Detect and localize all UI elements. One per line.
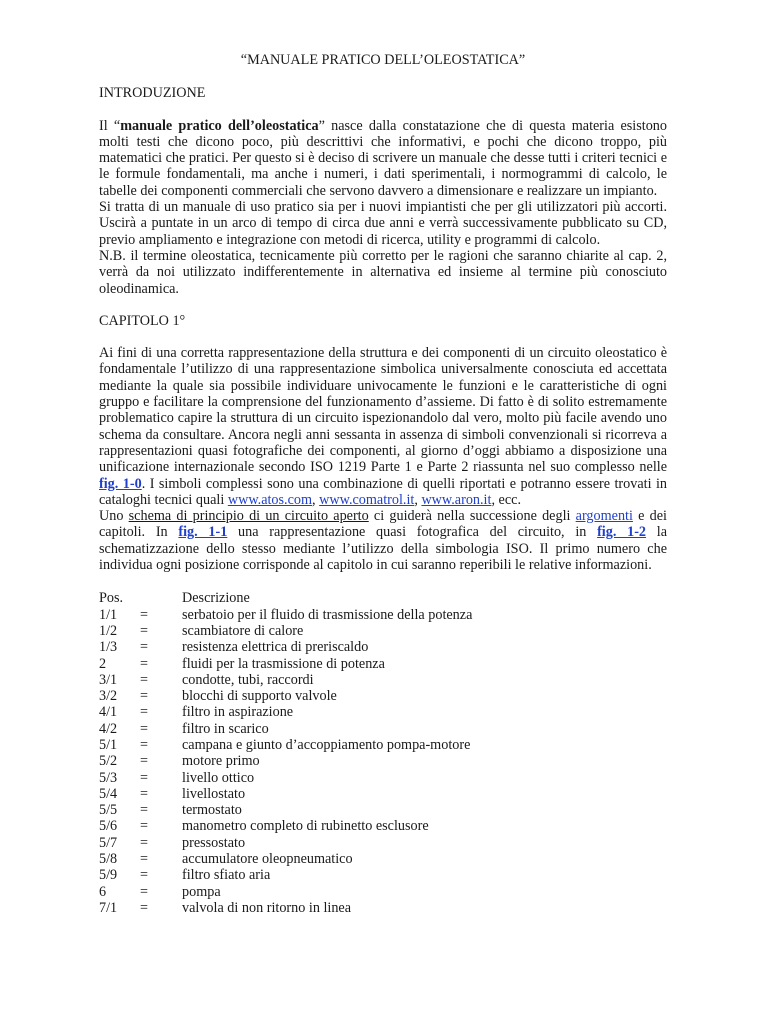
table-row xyxy=(99,688,667,704)
header-pos: Pos. xyxy=(99,590,124,607)
table-row xyxy=(99,867,667,883)
chapter-p2-text-d: una rappresentazione quasi fotografica del circuito, in xyxy=(227,524,598,541)
equals-cell: = xyxy=(140,867,149,884)
equals-cell: = xyxy=(140,785,149,802)
chapter-text-b: . I simboli complessi sono una combinazione di quelli riportati e potranno essere trovati in cataloghi tecnici quali xyxy=(99,475,667,508)
equals-cell: = xyxy=(140,688,149,705)
description-cell: pressostato xyxy=(182,834,246,851)
table-row xyxy=(99,721,667,737)
position-cell: 4/1 xyxy=(99,704,118,721)
description-cell: campana e giunto d’accoppiamento pompa-motore xyxy=(182,736,471,753)
fig-1-1-link[interactable]: fig. 1-1 xyxy=(178,524,228,541)
position-cell: 1/1 xyxy=(99,606,118,623)
description-cell: filtro in scarico xyxy=(182,720,269,737)
position-cell: 2 xyxy=(99,655,107,672)
separator-2: , xyxy=(414,491,422,508)
equals-cell: = xyxy=(140,851,149,868)
table-row xyxy=(99,737,667,753)
table-row xyxy=(99,672,667,688)
manual-title-bold: manuale pratico dell’oleostatica xyxy=(120,117,319,134)
description-cell: filtro in aspirazione xyxy=(182,704,294,721)
position-cell: 5/3 xyxy=(99,769,118,786)
document-page xyxy=(99,52,667,916)
circuit-schema-underlined: schema di principio di un circuito aperto xyxy=(128,508,369,525)
table-row xyxy=(99,802,667,818)
description-cell: pompa xyxy=(182,883,221,900)
description-cell: fluidi per la trasmissione di potenza xyxy=(182,655,385,672)
table-row xyxy=(99,835,667,851)
equals-cell: = xyxy=(140,622,149,639)
chapter-paragraph-2 xyxy=(99,508,667,573)
table-row xyxy=(99,786,667,802)
description-cell: motore primo xyxy=(182,753,260,770)
description-cell: filtro sfiato aria xyxy=(182,867,271,884)
table-row xyxy=(99,770,667,786)
chapter-p2-text-c: e dei capitoli. In xyxy=(99,508,667,541)
description-cell: livellostato xyxy=(182,785,246,802)
table-row xyxy=(99,851,667,867)
table-row xyxy=(99,884,667,900)
position-cell: 5/2 xyxy=(99,753,118,770)
equals-cell: = xyxy=(140,671,149,688)
description-cell: serbatoio per il fluido di trasmissione della potenza xyxy=(182,606,473,623)
table-header-row xyxy=(99,590,667,606)
intro-paragraph-1 xyxy=(99,118,667,199)
table-row xyxy=(99,639,667,655)
table-row xyxy=(99,900,667,916)
position-cell: 5/9 xyxy=(99,867,118,884)
equals-cell: = xyxy=(140,736,149,753)
intro-heading: INTRODUZIONE xyxy=(99,85,206,102)
position-cell: 5/8 xyxy=(99,851,118,868)
position-cell: 3/1 xyxy=(99,671,118,688)
position-table xyxy=(99,590,667,916)
description-cell: livello ottico xyxy=(182,769,255,786)
table-row xyxy=(99,607,667,623)
equals-cell: = xyxy=(140,834,149,851)
table-row xyxy=(99,704,667,720)
atos-link[interactable]: www.atos.com xyxy=(227,491,313,508)
table-row xyxy=(99,818,667,834)
position-cell: 5/6 xyxy=(99,818,118,835)
header-description: Descrizione xyxy=(182,590,250,607)
position-cell: 5/4 xyxy=(99,785,118,802)
position-cell: 7/1 xyxy=(99,899,118,916)
intro-paragraph-2: Si tratta di un manuale di uso pratico sia per i nuovi impiantisti che per gli utilizzatori più accorti. Uscirà a puntate in un arco di tempo di circa due anni e verrà successivamente pubblicato su CD, previo ampliamento e integrazione con metodi di ricerca, utility e programmi di calcolo. xyxy=(99,199,667,248)
intro-section xyxy=(99,118,667,297)
comatrol-link[interactable]: www.comatrol.it xyxy=(319,491,415,508)
intro-paragraph-3: N.B. il termine oleostatica, tecnicamente più corretto per le ragioni che saranno chiarite al cap. 2, verrà da noi utilizzato indifferentemente in alternativa ed insieme al termine più conosciuto oleodinamica. xyxy=(99,247,667,297)
position-cell: 6 xyxy=(99,883,107,900)
equals-cell: = xyxy=(140,883,149,900)
chapter-p2-text-e: la schematizzazione dello stesso mediante l’utilizzo della simbologia ISO. Il primo numero che individua ogni posizione corrisponde al capitolo in cui saranno reperibili le relative informazioni. xyxy=(99,524,667,574)
table-row xyxy=(99,656,667,672)
chapter-p2-text-b: ci guiderà nella successione degli xyxy=(368,508,576,525)
description-cell: condotte, tubi, raccordi xyxy=(182,671,314,688)
chapter-text-c: , ecc. xyxy=(491,491,521,508)
header-spacer xyxy=(140,590,182,606)
fig-1-2-link[interactable]: fig. 1-2 xyxy=(597,524,647,541)
table-row xyxy=(99,753,667,769)
description-cell: accumulatore oleopneumatico xyxy=(182,851,353,868)
chapter-heading: CAPITOLO 1° xyxy=(99,312,186,329)
description-cell: termostato xyxy=(182,802,242,819)
chapter-p2-text-a: Uno xyxy=(99,508,129,525)
description-cell: resistenza elettrica di preriscaldo xyxy=(182,639,369,656)
aron-link[interactable]: www.aron.it xyxy=(421,491,492,508)
position-cell: 3/2 xyxy=(99,688,118,705)
table-row xyxy=(99,623,667,639)
intro-text-a: Il “ xyxy=(99,117,121,134)
document-title: “MANUALE PRATICO DELL’OLEOSTATICA” xyxy=(240,52,526,68)
chapter-section xyxy=(99,345,667,573)
equals-cell: = xyxy=(140,720,149,737)
equals-cell: = xyxy=(140,802,149,819)
fig-1-0-link[interactable]: fig. 1-0 xyxy=(99,475,142,492)
chapter-paragraph-1 xyxy=(99,345,667,508)
description-cell: manometro completo di rubinetto esclusore xyxy=(182,818,429,835)
equals-cell: = xyxy=(140,818,149,835)
description-cell: valvola di non ritorno in linea xyxy=(182,899,352,916)
position-cell: 5/1 xyxy=(99,736,118,753)
position-cell: 1/2 xyxy=(99,622,118,639)
equals-cell: = xyxy=(140,655,149,672)
position-cell: 5/7 xyxy=(99,834,118,851)
position-cell: 4/2 xyxy=(99,720,118,737)
equals-cell: = xyxy=(140,704,149,721)
description-cell: blocchi di supporto valvole xyxy=(182,688,337,705)
position-cell: 1/3 xyxy=(99,639,118,656)
equals-cell: = xyxy=(140,606,149,623)
separator-1: , xyxy=(312,491,320,508)
equals-cell: = xyxy=(140,769,149,786)
intro-text-b: ” nasce dalla constatazione che di questa materia esistono molti testi che dicono poco, più descrittivi che informativi, e pochi che dicono troppo, più matematici che pratici. Per questo si è deciso di scrivere un manuale che desse tutti i criteri tecnici e le formule fondamentali, ma anche i numeri, i dati sperimentali, i normogrammi di calcolo, le tabelle dei componenti commerciali che servono davvero a dimensionare e realizzare un impianto. xyxy=(99,117,667,199)
equals-cell: = xyxy=(140,899,149,916)
equals-cell: = xyxy=(140,639,149,656)
chapter-text-a: Ai fini di una corretta rappresentazione della struttura e dei componenti di un circuito oleostatico è fondamentale l’utilizzo di una rappresentazione simbolica universalmente conosciuta ed accettata mediante la quale sia possibile individuare univocamente le funzioni e le caratteristiche di ogni gruppo e facilitare la comprensione del funzionamento d’assieme. Di fatto è di solito estremamente problematico capire la struttura di un circuito ispezionandolo dal vero, molto più facile avendo uno schema da consultare. Ancora negli anni sessanta in assenza di simboli convenzionali si ricorreva a rappresentazioni quasi fotografiche dei componenti, al giorno d’oggi abbiamo a disposizione una unificazione internazionale secondo ISO 1219 Parte 1 e Parte 2 riassunta nel suo complesso nelle xyxy=(99,345,667,476)
argomenti-link[interactable]: argomenti xyxy=(575,508,633,525)
description-cell: scambiatore di calore xyxy=(182,622,304,639)
equals-cell: = xyxy=(140,753,149,770)
position-cell: 5/5 xyxy=(99,802,118,819)
